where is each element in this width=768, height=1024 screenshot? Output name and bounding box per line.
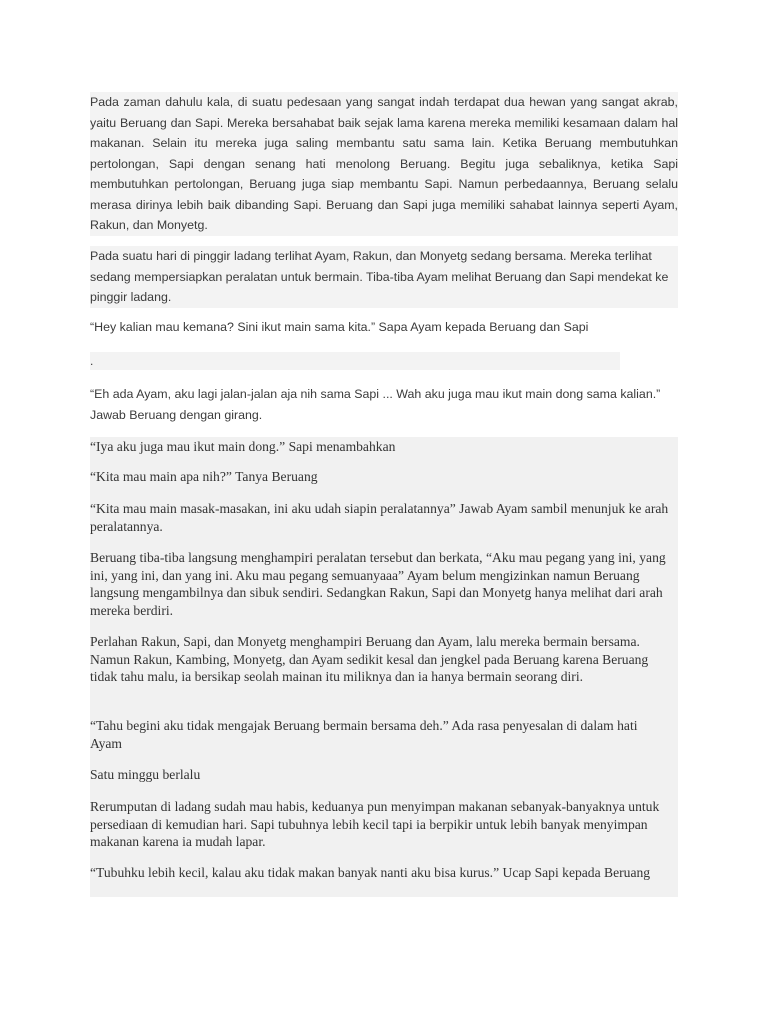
paragraph-friends-annoyed: Perlahan Rakun, Sapi, dan Monyetg menghampiri Beruang dan Ayam, lalu mereka bermain bersama. Namun Rakun, Kambing, Monyetg, dan Ayam sedikit kesal dan jengkel pada Beruang karena Beruang tidak tahu malu, ia bersikap seolah mainan itu miliknya dan ia hanya bermain seorang diri. <box>90 634 649 684</box>
paragraph-beruang-takes-tools: Beruang tiba-tiba langsung menghampiri peralatan tersebut dan berkata, “Aku mau pegang yang ini, yang ini, yang ini, dan yang ini. Aku mau pegang semuanyaaa” Ayam belum mengizinkan namun Beruang langsung mengambilnya dan sibuk sendiri. Sedangkan Rakun, Sapi dan Monyetg hanya melihat dari arah mereka berdiri. <box>90 550 666 618</box>
paragraph-week-passed: Satu minggu berlalu <box>90 767 201 782</box>
dialogue-sapi-adds: “Iya aku juga mau ikut main dong.” Sapi menambahkan <box>90 439 396 454</box>
dialogue-sapi-to-beruang: “Tubuhku lebih kecil, kalau aku tidak makan banyak nanti aku bisa kurus.” Ucap Sapi kepada Beruang <box>90 865 651 880</box>
dialogue-beruang-reply: “Eh ada Ayam, aku lagi jalan-jalan aja nih sama Sapi ... Wah aku juga mau ikut main dong sama kalian.” Jawab Beruang dengan girang. <box>90 387 661 422</box>
dialogue-beruang-asks: “Kita mau main apa nih?” Tanya Beruang <box>90 469 318 484</box>
dialogue-ayam-answer: “Kita mau main masak-masakan, ini aku udah siapin peralatannya” Jawab Ayam sambil menunjuk ke arah peralatannya. <box>90 501 669 534</box>
paragraph-field-scene: Pada suatu hari di pinggir ladang terlihat Ayam, Rakun, dan Monyetg sedang bersama. Mereka terlihat sedang mempersiapkan peralatan untuk bermain. Tiba-tiba Ayam melihat Beruang dan Sapi mendekat ke pinggir ladang. <box>90 246 678 308</box>
separator-dot: . <box>90 352 620 370</box>
paragraph-intro: Pada zaman dahulu kala, di suatu pedesaan yang sangat indah terdapat dua hewan yang sangat akrab, yaitu Beruang dan Sapi. Mereka bersahabat baik sejak lama karena mereka memiliki kesamaan dalam hal makanan. Selain itu mereka juga saling membantu satu sama lain. Ketika Beruang membutuhkan pertolongan, Sapi dengan senang hati menolong Beruang. Begitu juga sebaliknya, ketika Sapi membutuhkan pertolongan, Beruang juga siap membantu Sapi. Namun perbedaannya, Beruang selalu merasa dirinya lebih baik dibanding Sapi. Beruang dan Sapi juga memiliki sahabat lainnya seperti Ayam, Rakun, dan Monyetg. <box>90 92 678 236</box>
paragraph-ayam-regret: “Tahu begini aku tidak mengajak Beruang bermain bersama deh.” Ada rasa penyesalan di dalam hati Ayam <box>90 718 638 751</box>
paragraph-food-storage: Rerumputan di ladang sudah mau habis, keduanya pun menyimpan makanan sebanyak-banyaknya untuk persediaan di kemudian hari. Sapi tubuhnya lebih kecil tapi ia berpikir untuk lebih banyak menyimpan makanan karena ia mudah lapar. <box>90 799 660 849</box>
dialogue-ayam-greeting: “Hey kalian mau kemana? Sini ikut main sama kita.” Sapa Ayam kepada Beruang dan Sapi <box>90 320 589 334</box>
